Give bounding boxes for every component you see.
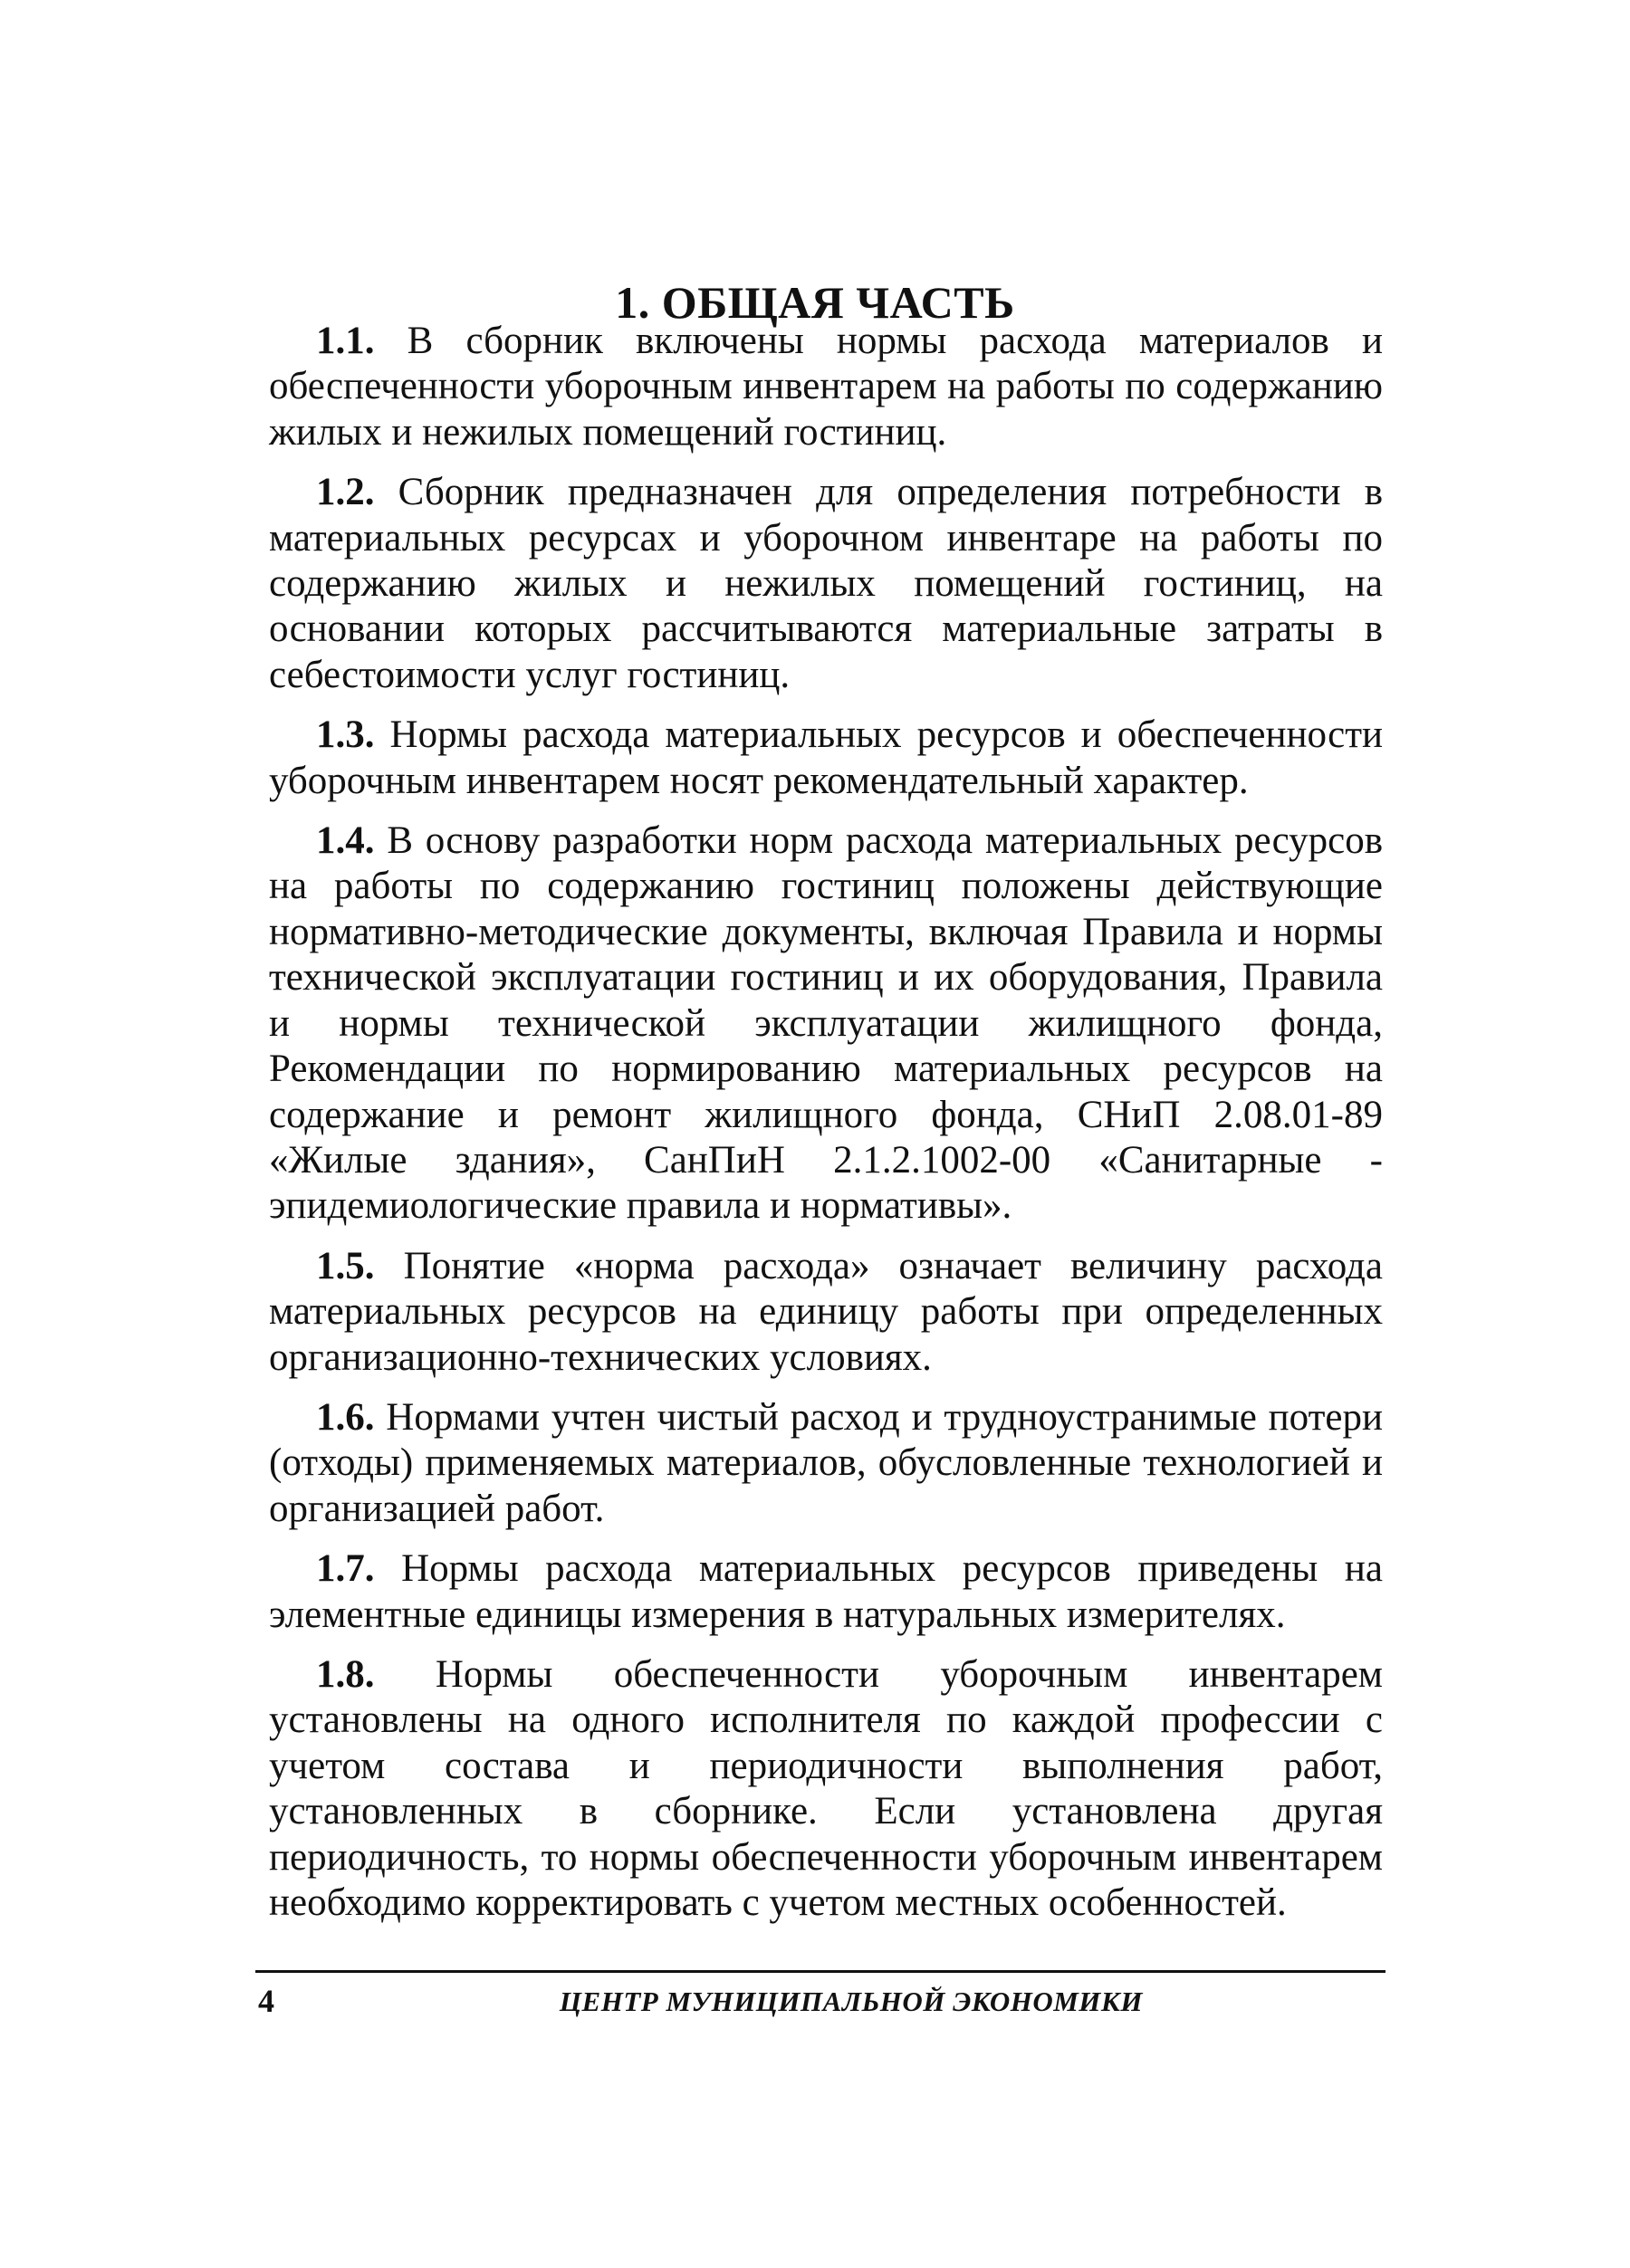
paragraph-number: 1.6. <box>316 1395 375 1439</box>
footer-publisher: ЦЕНТР МУНИЦИПАЛЬНОЙ ЭКОНОМИКИ <box>559 1986 1144 2017</box>
document-body <box>269 319 1383 1940</box>
paragraph <box>269 818 1383 1230</box>
paragraph <box>269 470 1383 698</box>
page-number: 4 <box>258 1983 274 2019</box>
paragraph-number: 1.2. <box>316 471 375 514</box>
paragraph-number: 1.4. <box>316 819 375 863</box>
paragraph <box>269 1652 1383 1926</box>
paragraph-number: 1.7. <box>316 1547 375 1591</box>
paragraph-text: Понятие «норма расхода» означает величину расхода материальных ресурсов на единицу работы при определенных организационно-технических условиях. <box>269 1244 1384 1379</box>
paragraph <box>269 1546 1383 1638</box>
section-title: 1. ОБЩАЯ ЧАСТЬ <box>615 276 1015 328</box>
paragraph <box>269 1395 1383 1532</box>
paragraph-number: 1.5. <box>316 1244 375 1287</box>
paragraph-text: Сборник предназначен для определения потребности в материальных ресурсах и уборочном инвентаре на работы по содержанию жилых и нежилых помещений гостиниц, на основании которых рассчитываются материальные затраты в себестоимости услуг гостиниц. <box>269 471 1384 696</box>
paragraph-text: Нормы расхода материальных ресурсов и обеспеченности уборочным инвентарем носят рекомендательный характер. <box>269 713 1383 802</box>
paragraph-number: 1.1. <box>316 320 375 362</box>
paragraph-number: 1.3. <box>316 713 375 757</box>
paragraph-text: В сборник включены нормы расхода материалов и обеспеченности уборочным инвентарем на работы по содержанию жилых и нежилых помещений гостиниц. <box>269 320 1383 454</box>
footer-divider <box>255 1970 1386 1973</box>
paragraph-text: В основу разработки норм расхода материальных ресурсов на работы по содержанию гостиниц положены действующие нормативно-методические документы, включая Правила и нормы технической эксплуатации гостиниц и их оборудования, Правила и нормы технической эксплуатации жилищного фонда, Рекомендации по нормированию материальных ресурсов на содержание и ремонт жилищного фонда, СНиП 2.08.01-89 «Жилые здания», СанПиН 2.1.2.1002-00 «Санитарные - эпидемиологические правила и нормативы». <box>269 819 1384 1228</box>
paragraph <box>269 713 1383 804</box>
paragraph-text: Нормами учтен чистый расход и трудноустранимые потери (отходы) применяемых материалов, обусловленные технологией и организацией работ. <box>269 1395 1383 1530</box>
paragraph-number: 1.8. <box>316 1652 375 1696</box>
paragraph <box>269 1244 1383 1381</box>
paragraph <box>269 319 1383 455</box>
paragraph-text: Нормы расхода материальных ресурсов приведены на элементные единицы измерения в натуральных измерителях. <box>269 1547 1383 1636</box>
paragraph-text: Нормы обеспеченности уборочным инвентарем установлены на одного исполнителя по каждой профессии с учетом состава и периодичности выполнения работ, установленных в сборнике. Если установлена другая периодичность, то нормы обеспеченности уборочным инвентарем необходимо корректировать с учетом местных особенностей. <box>269 1652 1383 1924</box>
